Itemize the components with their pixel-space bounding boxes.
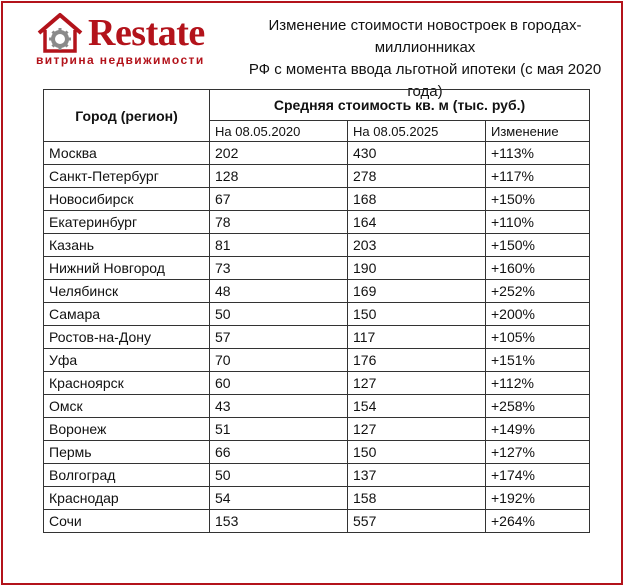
price-2020-cell: 50 [210, 303, 348, 326]
price-2020-cell: 54 [210, 487, 348, 510]
price-2025-cell: 176 [348, 349, 486, 372]
price-2020-cell: 73 [210, 257, 348, 280]
city-cell: Нижний Новгород [44, 257, 210, 280]
table-header-row [44, 90, 590, 121]
subheader-2020: На 08.05.2020 [210, 121, 348, 142]
brand-name: Restate [88, 12, 205, 54]
price-2020-cell: 67 [210, 188, 348, 211]
price-2025-cell: 430 [348, 142, 486, 165]
price-2020-cell: 60 [210, 372, 348, 395]
city-cell: Екатеринбург [44, 211, 210, 234]
price-2025-cell: 127 [348, 372, 486, 395]
price-2020-cell: 70 [210, 349, 348, 372]
city-cell: Москва [44, 142, 210, 165]
change-cell: +258% [486, 395, 590, 418]
price-2025-cell: 190 [348, 257, 486, 280]
price-2020-cell: 78 [210, 211, 348, 234]
table-row [44, 395, 590, 418]
change-cell: +110% [486, 211, 590, 234]
change-cell: +200% [486, 303, 590, 326]
price-2020-cell: 43 [210, 395, 348, 418]
table-row [44, 142, 590, 165]
header-city: Город (регион) [44, 90, 210, 142]
change-cell: +252% [486, 280, 590, 303]
city-cell: Красноярск [44, 372, 210, 395]
change-cell: +117% [486, 165, 590, 188]
table-row [44, 441, 590, 464]
subheader-2025: На 08.05.2025 [348, 121, 486, 142]
price-2020-cell: 50 [210, 464, 348, 487]
price-2025-cell: 150 [348, 303, 486, 326]
price-2025-cell: 150 [348, 441, 486, 464]
change-cell: +150% [486, 234, 590, 257]
price-2020-cell: 57 [210, 326, 348, 349]
price-2025-cell: 158 [348, 487, 486, 510]
city-cell: Новосибирск [44, 188, 210, 211]
change-cell: +174% [486, 464, 590, 487]
change-cell: +192% [486, 487, 590, 510]
table-row [44, 234, 590, 257]
change-cell: +150% [486, 188, 590, 211]
change-cell: +151% [486, 349, 590, 372]
header-price: Средняя стоимость кв. м (тыс. руб.) [210, 90, 590, 121]
city-cell: Воронеж [44, 418, 210, 441]
table-row [44, 257, 590, 280]
price-2025-cell: 168 [348, 188, 486, 211]
table-row [44, 188, 590, 211]
change-cell: +160% [486, 257, 590, 280]
table-row [44, 418, 590, 441]
change-cell: +149% [486, 418, 590, 441]
price-2020-cell: 128 [210, 165, 348, 188]
brand-tagline: витрина недвижимости [36, 53, 205, 67]
city-cell: Пермь [44, 441, 210, 464]
change-cell: +113% [486, 142, 590, 165]
title-line-2: РФ с момента ввода льготной ипотеки (с мая 2020 года) [248, 61, 602, 100]
change-cell: +127% [486, 441, 590, 464]
house-gear-icon [36, 11, 88, 55]
subheader-change: Изменение [486, 121, 590, 142]
price-2025-cell: 117 [348, 326, 486, 349]
table-row [44, 165, 590, 188]
table-row [44, 349, 590, 372]
table-row [44, 510, 590, 533]
table-row [44, 303, 590, 326]
city-cell: Краснодар [44, 487, 210, 510]
table-row [44, 326, 590, 349]
change-cell: +112% [486, 372, 590, 395]
table-row [44, 464, 590, 487]
city-cell: Самара [44, 303, 210, 326]
price-2020-cell: 66 [210, 441, 348, 464]
city-cell: Уфа [44, 349, 210, 372]
city-cell: Санкт-Петербург [44, 165, 210, 188]
infographic-frame [1, 1, 623, 585]
price-2020-cell: 51 [210, 418, 348, 441]
city-cell: Волгоград [44, 464, 210, 487]
price-2020-cell: 153 [210, 510, 348, 533]
table-row [44, 280, 590, 303]
price-2020-cell: 81 [210, 234, 348, 257]
price-2020-cell: 48 [210, 280, 348, 303]
city-cell: Казань [44, 234, 210, 257]
price-2025-cell: 203 [348, 234, 486, 257]
table-row [44, 487, 590, 510]
title-line-1: Изменение стоимости новостроек в городах-миллионниках [268, 17, 582, 56]
price-table [43, 89, 590, 533]
price-2025-cell: 154 [348, 395, 486, 418]
city-cell: Челябинск [44, 280, 210, 303]
price-2025-cell: 557 [348, 510, 486, 533]
city-cell: Сочи [44, 510, 210, 533]
price-2025-cell: 164 [348, 211, 486, 234]
price-2020-cell: 202 [210, 142, 348, 165]
change-cell: +264% [486, 510, 590, 533]
table-row [44, 372, 590, 395]
table-row [44, 211, 590, 234]
restate-logo [36, 11, 226, 69]
price-2025-cell: 169 [348, 280, 486, 303]
city-cell: Омск [44, 395, 210, 418]
city-cell: Ростов-на-Дону [44, 326, 210, 349]
price-2025-cell: 137 [348, 464, 486, 487]
change-cell: +105% [486, 326, 590, 349]
price-2025-cell: 278 [348, 165, 486, 188]
price-2025-cell: 127 [348, 418, 486, 441]
